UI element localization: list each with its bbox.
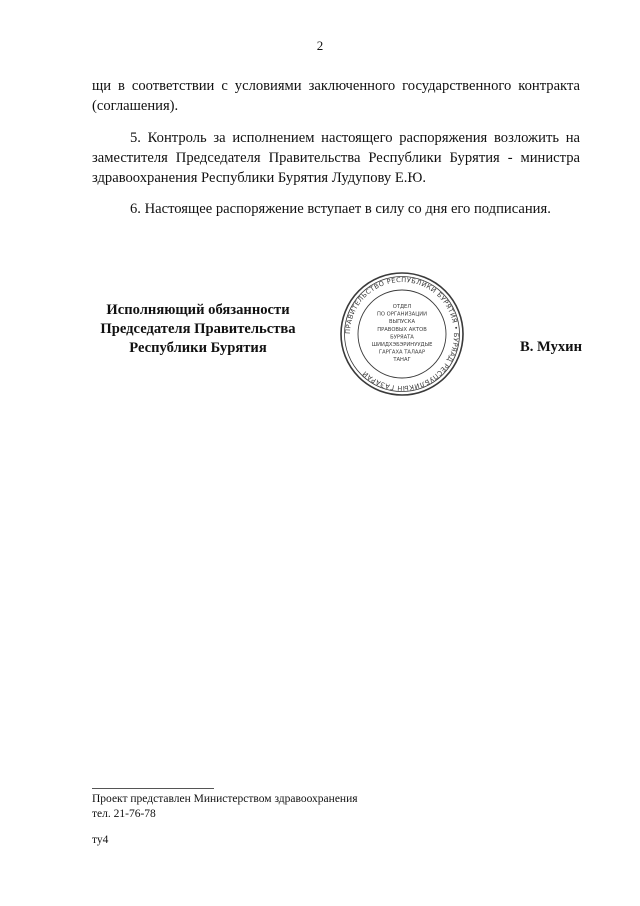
footnote-line-2: тел. 21-76-78 xyxy=(92,808,156,820)
official-seal xyxy=(338,270,466,398)
seal-inner-line: БУРЯАТА xyxy=(390,334,414,341)
footnote xyxy=(92,792,358,822)
paragraph-5: 5. Контроль за исполнением настоящего распоряжения возложить на заместителя Председателя Правительства Республики Бурятия - министра здравоохранения Республики Бурятия Лудупову Е.Ю. xyxy=(92,130,580,186)
seal-inner-line: ВЫПУСКА xyxy=(388,319,416,326)
footnote-divider xyxy=(92,788,214,789)
signatory-title-line-3: Республики Бурятия xyxy=(129,340,267,356)
signatory-title-line-2: Председателя Правительства xyxy=(100,321,296,337)
seal-inner-line: ПО ОРГАНИЗАЦИИ xyxy=(376,311,428,318)
reference-code: ту4 xyxy=(92,834,109,846)
seal-inner-line: ТАНАГ xyxy=(393,357,411,364)
paragraph-continuation: щи в соответствии с условиями заключенного государственного контракта (соглашения). xyxy=(92,78,580,114)
seal-inner-line: ПРАВОВЫХ АКТОВ xyxy=(377,326,427,333)
footnote-line-1: Проект представлен Министерством здравоохранения xyxy=(92,793,358,805)
signatory-name: В. Мухин xyxy=(519,339,582,355)
signatory-title xyxy=(92,301,304,358)
signatory-title-line-1: Исполняющий обязанности xyxy=(106,302,290,318)
seal-inner-line: ГАРГАХА ТАЛААР xyxy=(378,349,426,356)
seal-inner-line: ОТДЕЛ xyxy=(392,304,412,310)
seal-inner-line: ШИИДХЭБЭРИНУУДЫЕ xyxy=(371,342,433,348)
official-seal-icon xyxy=(338,270,466,398)
page-number: 2 xyxy=(316,38,324,53)
paragraph-6: 6. Настоящее распоряжение вступает в силу со дня его подписания. xyxy=(130,201,551,217)
seal-inner-text xyxy=(372,304,433,363)
seal-outer-text-path: ПРАВИТЕЛЬСТВО РЕСПУБЛИКИ БУРЯТИЯ • БУРЯАД РЕСПУБЛИКЫН ГАЗАРАЙ xyxy=(343,275,461,393)
